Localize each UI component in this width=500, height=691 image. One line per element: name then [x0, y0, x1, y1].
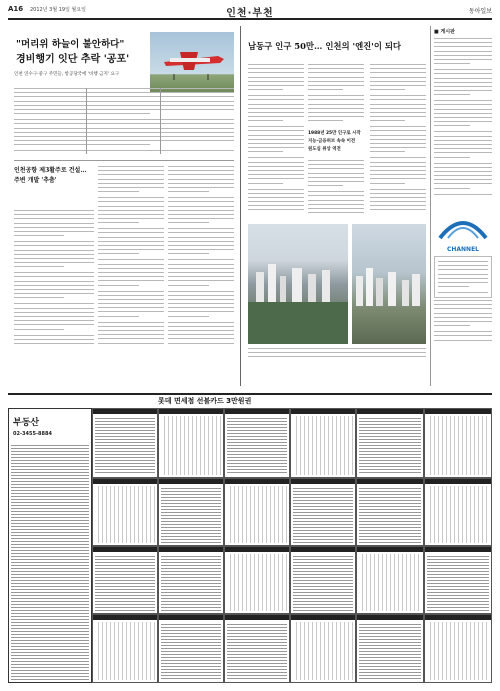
paper-name-text: 동아일보 — [468, 8, 492, 15]
skyline-icon — [352, 224, 426, 344]
city-photo-left — [248, 224, 348, 344]
ad-cell[interactable] — [290, 546, 356, 614]
ad-cell[interactable] — [224, 478, 290, 546]
ad-cell[interactable] — [424, 478, 492, 546]
pullquote — [308, 130, 366, 154]
photo-caption — [248, 348, 426, 362]
sidebar-divider — [430, 26, 431, 386]
sidebar-bulletin — [434, 38, 492, 198]
ad-cell[interactable] — [158, 478, 224, 546]
ad-title: 부동산 — [13, 418, 40, 428]
ad-cell[interactable] — [290, 478, 356, 546]
channel-logo — [434, 210, 492, 246]
sidebar-title-text: 게시판 — [440, 29, 455, 35]
ad-cell[interactable] — [92, 408, 158, 478]
sidebar-info-lines — [438, 261, 488, 295]
article3-body-a — [248, 64, 304, 214]
col-divider — [160, 88, 161, 154]
col-divider — [86, 88, 87, 154]
article1-body — [14, 88, 234, 154]
ad-cell[interactable] — [224, 614, 290, 683]
channel-icon — [434, 210, 492, 246]
ad-cell[interactable] — [224, 408, 290, 478]
sidebar-title — [434, 28, 455, 35]
ad-banner-text: 롯데 면세점 선불카드 3만원권 — [158, 397, 252, 405]
ad-cell[interactable] — [290, 408, 356, 478]
article3-body-b — [308, 64, 364, 126]
ad-cell[interactable] — [356, 546, 424, 614]
ad-cell[interactable] — [158, 546, 224, 614]
city-photo-right — [352, 224, 426, 344]
paper-name — [469, 6, 492, 15]
article1-headline-2: 경비행기 잇단 추락 '공포' — [16, 54, 130, 65]
article3-body-d — [370, 64, 426, 214]
ad-cell[interactable] — [424, 546, 492, 614]
classified-ads — [8, 408, 492, 683]
article1-subhead: 인천 연수구·중구 주민들, 항공당국에 '비행 금지' 요구 — [14, 72, 120, 77]
ad-phone: 02-3455-8884 — [13, 431, 52, 437]
article3-body-c — [308, 160, 364, 216]
ad-cell[interactable] — [424, 614, 492, 683]
article2-body-c — [14, 210, 94, 346]
pullquote-line: 1988년 25만 인구로 시작 — [308, 131, 361, 136]
article3-headline: 남동구 인구 50만… 인천의 '엔진'이 되다 — [248, 41, 401, 51]
bulletin-icon: ■ — [434, 29, 441, 35]
ad-cell[interactable] — [356, 614, 424, 683]
ad-cell[interactable] — [158, 614, 224, 683]
ad-cell[interactable] — [92, 478, 158, 546]
ad-cell[interactable] — [224, 546, 290, 614]
column-separator — [240, 26, 241, 386]
article2-headline: 인천공항 제3활주로 건설… 주변 개발 '추춤' — [14, 167, 87, 184]
ad-cell[interactable] — [356, 408, 424, 478]
channel-label: CHANNEL — [446, 246, 480, 253]
ad-cell[interactable] — [158, 408, 224, 478]
article1-headline-1: "머리위 하늘이 불안하다" — [16, 39, 125, 50]
pullquote-line: 지능·금융허브 속속 이전 — [308, 139, 356, 144]
ad-realestate[interactable] — [8, 408, 92, 683]
plane-icon — [150, 32, 234, 92]
ad-cell[interactable] — [92, 614, 158, 683]
sidebar-info-box — [434, 256, 492, 298]
skyline-icon — [248, 224, 348, 344]
issue-date: 2012년 3월 19일 월요일 — [30, 7, 87, 13]
article2-body-a — [98, 166, 164, 346]
masthead — [8, 4, 492, 20]
ad-banner — [8, 393, 492, 407]
ad-cell[interactable] — [92, 546, 158, 614]
ad-cell[interactable] — [290, 614, 356, 683]
ad-listing-lines — [11, 443, 89, 680]
section-title: 인천·부천 — [226, 8, 274, 19]
plane-photo — [150, 32, 234, 92]
article2-body-b — [168, 166, 234, 346]
page-number: A16 — [8, 5, 24, 13]
section-rule — [14, 160, 234, 161]
sidebar-contacts — [434, 300, 492, 346]
ad-cell[interactable] — [424, 408, 492, 478]
pullquote-line: 원도심 위상 역전 — [308, 147, 341, 152]
ad-cell[interactable] — [356, 478, 424, 546]
